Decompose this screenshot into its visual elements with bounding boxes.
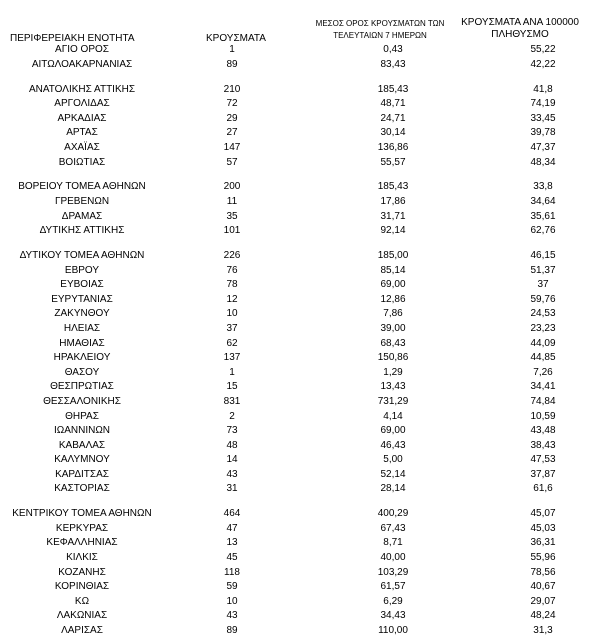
region-cell: ΚΑΛΥΜΝΟΥ [54,454,110,466]
header-per100k-line2: ΠΛΗΘΥΣΜΟ [491,29,549,40]
region-cell: ΗΡΑΚΛΕΙΟΥ [53,352,111,364]
per100k-cell: 10,59 [530,410,556,422]
table-row [0,224,600,239]
cases-cell: 101 [223,225,241,237]
group-spacer [0,239,600,249]
region-cell: ΔΡΑΜΑΣ [61,210,103,222]
avg-cell: 40,00 [380,552,406,564]
cases-cell: 464 [223,508,241,520]
table-row [0,112,600,127]
cases-cell: 10 [226,308,238,320]
cases-cell: 43 [226,468,238,480]
avg-cell: 46,43 [380,439,406,451]
avg-cell: 185,43 [377,83,409,95]
cases-cell: 11 [226,196,238,208]
avg-cell: 68,43 [380,337,406,349]
region-cell: ΕΥΒΟΙΑΣ [60,279,104,291]
per100k-cell: 29,07 [530,595,556,607]
cases-cell: 147 [223,142,241,154]
avg-cell: 6,29 [383,595,403,607]
cases-cell: 78 [226,279,238,291]
cases-cell: 10 [226,595,238,607]
table-row [0,155,600,170]
cases-cell: 31 [226,483,238,495]
per100k-cell: 61,6 [533,483,553,495]
avg-cell: 31,71 [380,210,406,222]
table-row [0,58,600,73]
avg-cell: 1,29 [383,366,403,378]
region-cell: ΑΡΤΑΣ [66,127,98,139]
per100k-cell: 44,09 [530,337,556,349]
cases-cell: 14 [226,454,238,466]
per100k-cell: 48,24 [530,610,556,622]
table-row [0,409,600,424]
per100k-cell: 62,76 [530,225,556,237]
avg-cell: 5,00 [383,454,403,466]
header-per100k-line1: ΚΡΟΥΣΜΑΤΑ ΑΝΑ 100000 [461,17,579,28]
per100k-cell: 47,37 [530,142,556,154]
region-cell: ΚΕΡΚΥΡΑΣ [55,522,109,534]
region-cell: ΚΩ [74,595,90,607]
cases-cell: 35 [226,210,238,222]
per100k-cell: 33,45 [530,112,556,124]
table-row [0,482,600,497]
avg-cell: 83,43 [380,58,406,70]
region-cell: ΚΕΝΤΡΙΚΟΥ ΤΟΜΕΑ ΑΘΗΝΩΝ [12,508,152,520]
per100k-cell: 40,67 [530,581,556,593]
region-cell: ΚΙΛΚΙΣ [66,552,98,564]
per100k-cell: 59,76 [530,293,556,305]
avg-cell: 12,86 [380,293,406,305]
region-cell: ΚΑΣΤΟΡΙΑΣ [54,483,110,495]
cases-cell: 1 [229,366,235,378]
avg-cell: 17,86 [380,196,406,208]
per100k-cell: 74,84 [530,395,556,407]
avg-cell: 61,57 [380,581,406,593]
region-cell: ΑΙΤΩΛΟΑΚΑΡΝΑΝΙΑΣ [31,58,133,70]
per100k-cell: 35,61 [530,210,556,222]
avg-cell: 13,43 [380,381,406,393]
region-cell: ΘΕΣΠΡΩΤΙΑΣ [50,381,114,393]
table-row [0,507,600,522]
table-row [0,380,600,395]
spacer-cell [0,170,600,180]
region-cell: ΔΥΤΙΚΗΣ ΑΤΤΙΚΗΣ [39,225,125,237]
cases-cell: 43 [226,610,238,622]
table-row [0,551,600,566]
table-row [0,307,600,322]
avg-cell: 34,43 [380,610,406,622]
table-row [0,195,600,210]
table-row [0,424,600,439]
per100k-cell: 34,41 [530,381,556,393]
table-row [0,365,600,380]
table-row [0,180,600,195]
avg-cell: 0,43 [383,44,403,56]
avg-cell: 731,29 [377,395,409,407]
header-per100k [455,17,585,41]
cases-cell: 62 [226,337,238,349]
per100k-cell: 42,22 [530,58,556,70]
per100k-cell: 45,03 [530,522,556,534]
cases-cell: 37 [226,322,238,334]
avg-cell: 69,00 [380,279,406,291]
table-row [0,351,600,366]
region-cell: ΚΑΒΑΛΑΣ [58,439,106,451]
avg-cell: 28,14 [380,483,406,495]
region-cell: ΓΡΕΒΕΝΩΝ [54,196,110,208]
cases-cell: 89 [226,625,238,637]
per100k-cell: 23,23 [530,322,556,334]
per100k-cell: 36,31 [530,537,556,549]
cases-cell: 76 [226,264,238,276]
avg-cell: 7,86 [383,308,403,320]
header-avg [305,18,455,42]
cases-cell: 831 [223,395,241,407]
header-avg-line2: ΤΕΛΕΥΤΑΙΩΝ 7 ΗΜΕΡΩΝ [333,31,427,40]
table-row [0,522,600,537]
per100k-cell: 46,15 [530,249,556,261]
cases-cell: 13 [226,537,238,549]
table-row [0,438,600,453]
region-cell: ΗΜΑΘΙΑΣ [59,337,105,349]
table-row [0,468,600,483]
group-spacer [0,72,600,82]
table-row [0,82,600,97]
cases-cell: 73 [226,425,238,437]
region-cell: ΑΧΑΪΑΣ [64,142,100,154]
region-cell: ΚΕΦΑΛΛΗΝΙΑΣ [46,537,118,549]
per100k-cell: 47,53 [530,454,556,466]
avg-cell: 24,71 [380,112,406,124]
avg-cell: 92,14 [380,225,406,237]
per100k-cell: 55,96 [530,552,556,564]
table-row [0,292,600,307]
header-region: ΠΕΡΙΦΕΡΕΙΑΚΗ ΕΝΟΤΗΤΑ [10,33,135,44]
cases-cell: 48 [226,439,238,451]
cases-cell: 200 [223,181,241,193]
avg-cell: 150,86 [377,352,409,364]
avg-cell: 110,00 [378,625,408,637]
cases-cell: 57 [226,156,238,168]
region-cell: ΑΡΚΑΔΙΑΣ [57,112,107,124]
region-cell: ΗΛΕΙΑΣ [63,322,101,334]
table-row [0,565,600,580]
per100k-cell: 55,22 [530,44,556,56]
cases-cell: 45 [226,552,238,564]
region-cell: ΙΩΑΝΝΙΝΩΝ [53,425,111,437]
per100k-cell: 38,43 [530,439,556,451]
table-row [0,580,600,595]
cases-cell: 210 [223,83,241,95]
region-cell: ΚΟΡΙΝΘΙΑΣ [54,581,110,593]
table-row [0,263,600,278]
region-cell: ΑΝΑΤΟΛΙΚΗΣ ΑΤΤΙΚΗΣ [28,83,136,95]
region-cell: ΚΑΡΔΙΤΣΑΣ [55,468,109,480]
table-row [0,453,600,468]
table-row [0,536,600,551]
per100k-cell: 43,48 [530,425,556,437]
region-cell: ΑΡΓΟΛΙΔΑΣ [54,98,110,110]
per100k-cell: 44,85 [530,352,556,364]
cases-cell: 89 [226,58,238,70]
spacer-cell [0,497,600,507]
cases-cell: 1 [229,44,235,56]
per100k-cell: 24,53 [530,308,556,320]
group-spacer [0,170,600,180]
per100k-cell: 37 [537,279,549,291]
avg-cell: 30,14 [380,127,406,139]
header-avg-line1: ΜΕΣΟΣ ΟΡΟΣ ΚΡΟΥΣΜΑΤΩΝ ΤΩΝ [315,19,445,28]
per100k-cell: 45,07 [530,508,556,520]
avg-cell: 400,29 [377,508,409,520]
per100k-cell: 7,26 [533,366,553,378]
table-row [0,278,600,293]
per100k-cell: 31,3 [533,625,553,637]
per100k-cell: 78,56 [530,566,556,578]
per100k-cell: 37,87 [530,468,556,480]
avg-cell: 8,71 [383,537,403,549]
cases-cell: 137 [223,352,241,364]
cases-cell: 118 [224,566,240,578]
per100k-cell: 39,78 [530,127,556,139]
cases-cell: 12 [226,293,238,305]
region-cell: ΚΟΖΑΝΗΣ [58,566,106,578]
table-row [0,209,600,224]
region-cell: ΘΕΣΣΑΛΟΝΙΚΗΣ [43,395,121,407]
cases-cell: 27 [226,127,238,139]
avg-cell: 39,00 [380,322,406,334]
avg-cell: 85,14 [380,264,406,276]
table-row [0,126,600,141]
table-row [0,609,600,624]
table-row [0,322,600,337]
per100k-cell: 33,8 [533,181,553,193]
avg-cell: 52,14 [380,468,406,480]
table-row [0,141,600,156]
group-spacer [0,497,600,507]
per100k-cell: 51,37 [530,264,556,276]
table-row [0,395,600,410]
spacer-cell [0,72,600,82]
avg-cell: 55,57 [380,156,406,168]
per100k-cell: 74,19 [530,98,556,110]
region-cell: ΖΑΚΥΝΘΟΥ [54,308,110,320]
cases-table [0,43,600,638]
avg-cell: 185,43 [377,181,409,193]
region-cell: ΘΗΡΑΣ [65,410,99,422]
avg-cell: 103,29 [377,566,409,578]
table-row [0,595,600,610]
avg-cell: 185,00 [377,249,409,261]
avg-cell: 136,86 [377,142,409,154]
table-row [0,336,600,351]
region-cell: ΒΟΙΩΤΙΑΣ [58,156,106,168]
spacer-cell [0,239,600,249]
cases-cell: 59 [226,581,238,593]
avg-cell: 67,43 [380,522,406,534]
table-row [0,624,600,638]
table-row [0,97,600,112]
per100k-cell: 41,8 [533,83,553,95]
cases-cell: 2 [229,410,235,422]
table-body [0,43,600,638]
cases-cell: 47 [226,522,238,534]
region-cell: ΕΥΡΥΤΑΝΙΑΣ [51,293,113,305]
avg-cell: 48,71 [380,98,406,110]
cases-cell: 72 [226,98,238,110]
region-cell: ΛΑΡΙΣΑΣ [61,625,103,637]
table-row [0,249,600,264]
region-cell: ΒΟΡΕΙΟΥ ΤΟΜΕΑ ΑΘΗΝΩΝ [18,181,146,193]
header-cases: ΚΡΟΥΣΜΑΤΑ [206,33,266,44]
region-cell: ΔΥΤΙΚΟΥ ΤΟΜΕΑ ΑΘΗΝΩΝ [19,249,145,261]
per100k-cell: 48,34 [530,156,556,168]
cases-cell: 29 [226,112,238,124]
region-cell: ΑΓΙΟ ΟΡΟΣ [55,44,109,56]
cases-cell: 15 [226,381,238,393]
region-cell: ΛΑΚΩΝΙΑΣ [56,610,108,622]
cases-cell: 226 [223,249,241,261]
region-cell: ΘΑΣΟΥ [64,366,100,378]
region-cell: ΕΒΡΟΥ [64,264,100,276]
table-row [0,43,600,58]
per100k-cell: 34,64 [530,196,556,208]
avg-cell: 69,00 [380,425,406,437]
avg-cell: 4,14 [383,410,403,422]
